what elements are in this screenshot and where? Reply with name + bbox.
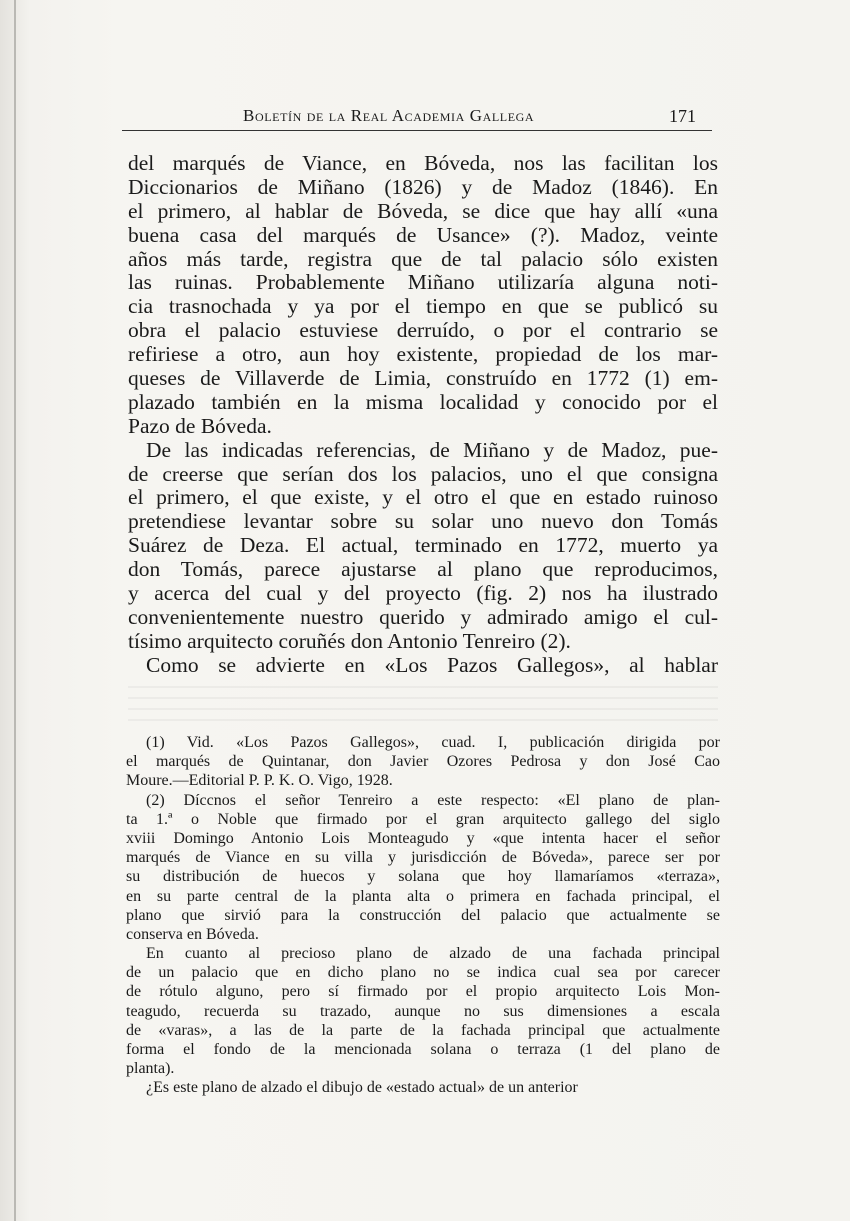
footnote-line: teagudo, recuerda su trazado, aunque no sus dimensiones a escala: [126, 1002, 720, 1020]
text-line: Diccionarios de Miñano (1826) y de Madoz (1846). En: [128, 175, 718, 199]
text-line: Como se advierte en «Los Pazos Gallegos», al hablar: [146, 653, 718, 677]
footnote-line: en su parte central de la planta alta o primera en fachada principal, el: [126, 887, 720, 905]
footnote-line: (1) Vid. «Los Pazos Gallegos», cuad. I, publicación dirigida por: [146, 734, 720, 751]
text-line: refiriese a otro, aun hoy existente, propiedad de los mar-: [128, 343, 718, 367]
footnote-line: forma el fondo de la mencionada solana o terraza (1 del plano de: [126, 1041, 720, 1058]
footnote-line: de rótulo alguno, pero sí firmado por el propio arquitecto Lois Mon-: [126, 983, 720, 1001]
footnote-line: plano que sirvió para la construcción del palacio que actualmente se: [126, 906, 720, 924]
footnote-line: conserva en Bóveda.: [126, 925, 259, 943]
text-line: el primero, el que existe, y el otro el que en estado ruinoso: [128, 486, 718, 510]
footnote-line: el marqués de Quintanar, don Javier Ozores Pedrosa y don José Cao: [126, 753, 720, 771]
text-line: pretendiese levantar sobre su solar uno nuevo don Tomás: [128, 510, 718, 534]
text-line: tísimo arquitecto coruñés don Antonio Tenreiro (2).: [128, 629, 571, 653]
footnote-line: planta).: [126, 1060, 175, 1078]
footnote-line: marqués de Viance en su villa y jurisdicción de Bóveda», parece ser por: [126, 849, 720, 867]
text-line: Pazo de Bóveda.: [128, 414, 272, 438]
footnote-line: En cuanto al precioso plano de alzado de una fachada principal: [146, 945, 720, 963]
footnote-line: de «varas», a las de la parte de la fachada principal que actualmente: [126, 1021, 720, 1039]
footnote-line: ¿Es este plano de alzado el dibujo de «estado actual» de un anterior: [146, 1079, 578, 1097]
text-line: del marqués de Viance, en Bóveda, nos las facilitan los: [128, 152, 718, 175]
text-line: convenientemente nuestro querido y admirado amigo el cul-: [128, 605, 718, 629]
footnote-line: (2) Díccnos el señor Tenreiro a este respecto: «El plano de plan-: [146, 791, 720, 809]
header-rule: [122, 130, 712, 131]
text-line: el primero, al hablar de Bóveda, se dice que hay allí «una: [128, 199, 718, 223]
text-line: cia trasnochada y ya por el tiempo en que se publicó su: [128, 295, 718, 319]
page-number: 171: [669, 106, 696, 126]
text-line: plazado también en la misma localidad y conocido por el: [128, 390, 718, 414]
text-line: queses de Villaverde de Limia, construído en 1772 (1) em-: [128, 367, 718, 391]
footnotes: [126, 733, 720, 1098]
footnote-line: ta 1.ª o Noble que firmado por el gran arquitecto gallego del siglo: [126, 810, 720, 828]
binding-edge: [14, 0, 16, 1221]
footnote-line: xviii Domingo Antonio Lois Monteagudo y «que intenta hacer el señor: [126, 829, 720, 847]
text-line: y acerca del cual y del proyecto (fig. 2) nos ha ilustrado: [128, 582, 718, 606]
footnote-line: de un palacio que en dicho plano no se indica cual sea por carecer: [126, 964, 720, 982]
footnote-line: Moure.—Editorial P. P. K. O. Vigo, 1928.: [126, 772, 393, 790]
main-text: [128, 152, 718, 678]
text-line: obra el palacio estuviese derruído, o por el contrario se: [128, 319, 718, 343]
journal-title: Boletín de la Real Academia Gallega: [243, 106, 535, 125]
running-header: [125, 106, 710, 130]
text-line: de creerse que serían dos los palacios, uno el que consigna: [128, 462, 718, 486]
text-line: Suárez de Deza. El actual, terminado en 1772, muerto ya: [128, 534, 718, 558]
text-line: don Tomás, parece ajustarse al plano que reproducimos,: [128, 558, 718, 582]
text-line: De las indicadas referencias, de Miñano y de Madoz, pue-: [146, 438, 718, 462]
text-line: las ruinas. Probablemente Miñano utilizaría alguna noti-: [128, 271, 718, 295]
footnote-line: su distribución de huecos y solana que hoy llamaríamos «terraza»,: [126, 868, 720, 886]
text-line: años más tarde, registra que de tal palacio sólo existen: [128, 247, 718, 271]
show-through-area: [128, 686, 718, 730]
text-line: buena casa del marqués de Usance» (?). Madoz, veinte: [128, 223, 718, 247]
